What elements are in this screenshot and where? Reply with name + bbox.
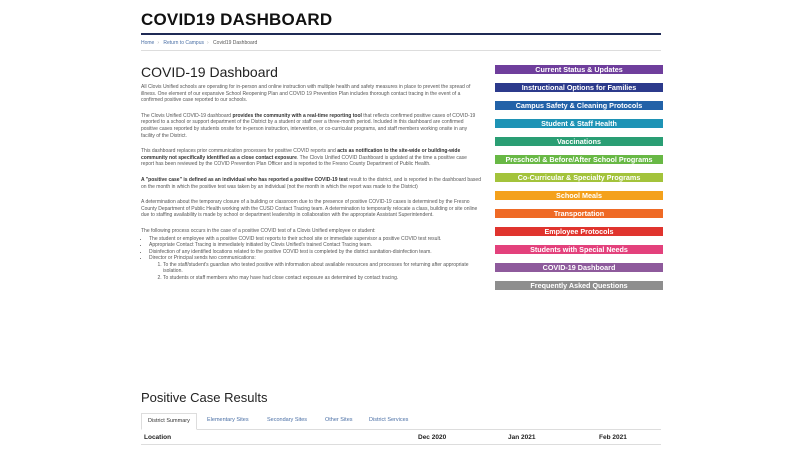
sidebar-nav [495,65,663,299]
main-content [141,84,481,282]
sidebar-item-preschool[interactable]: Preschool & Before/After School Programs [495,155,663,164]
column-header-location[interactable]: Location [144,434,172,441]
communication-item: 2. To students or staff members who may have had close contact exposure as determined by contact tracing. [163,275,481,282]
sidebar-item-vaccinations[interactable]: Vaccinations [495,137,663,146]
sidebar-item-covid-dashboard[interactable]: COVID-19 Dashboard [495,263,663,272]
column-header-jan-2021[interactable]: Jan 2021 [508,434,536,441]
column-header-dec-2020[interactable]: Dec 2020 [418,434,447,441]
sidebar-item-employee-protocols[interactable]: Employee Protocols [495,227,663,236]
process-intro: The following process occurs in the case of a positive COVID test of a Clovis Unified employee or student: [141,227,376,234]
title-divider [141,33,661,35]
tab-elementary-sites[interactable]: Elementary Sites [207,417,249,423]
tab-district-services[interactable]: District Services [369,417,409,423]
sidebar-item-campus-safety[interactable]: Campus Safety & Cleaning Protocols [495,101,663,110]
tab-other-sites[interactable]: Other Sites [325,417,353,423]
breadcrumb-current: Covid19 Dashboard [213,40,258,46]
tab-secondary-sites[interactable]: Secondary Sites [267,417,308,423]
process-step: • Appropriate Contact Tracing is immediately initiated by Clovis Unified's trained Contact Tracing team. [149,242,481,249]
sidebar-item-instructional-options[interactable]: Instructional Options for Families [495,83,663,92]
process-step: • The student or employee with a positive COVID test reports to their school site or immediate supervisor a positive COVID test result. [149,236,481,243]
dashboard-description: The Clovis Unified COVID-19 dashboard provides the community with a real-time reporting tool that reflects confirmed positive cases of COVID-19 reported to a school or support department of the District by a student or staff over a three-month period. Included in this dashboard are confirmed positive cases reported by students onsite for in-person instruction, intervention, or co-curricular programs, and staff members working onsite in any facility of the District. [141,112,476,139]
communication-item: 1. To the staff/student's guardian who tested positive with information about available resources and processes for returning after appropriate isolation. [163,262,481,275]
breadcrumb [141,40,260,46]
communications-list [149,262,481,282]
results-tabs [141,413,661,430]
breadcrumb-separator: › [157,40,160,46]
breadcrumb-return-to-campus[interactable]: Return to Campus [163,40,204,46]
sidebar-item-faq[interactable]: Frequently Asked Questions [495,281,663,290]
breadcrumb-home[interactable]: Home [141,40,155,46]
sidebar-item-special-needs[interactable]: Students with Special Needs [495,245,663,254]
notification-paragraph: This dashboard replaces prior communication processes for positive COVID reports and acts as notification to the site-wide or building-wide community not specifically identified as a close contact exposure. The Clovis Unified COVID Dashboard is updated at the time a positive case report has been reviewed by the COVID Prevention Plan Officer and is reported to the Fresno County Department of Public Health. [141,148,467,168]
sidebar-item-student-staff-health[interactable]: Student & Staff Health [495,119,663,128]
positive-case-definition: A "positive case" is defined as an individual who has reported a positive COVID-19 test result to the district, and is reported in the dashboard based on the month in which the positive test was taken by an individual (not the month in which the report was made to the District) [141,176,481,190]
process-list [141,236,481,282]
tab-district-summary[interactable]: District Summary [141,413,197,430]
results-table-header [141,430,661,445]
breadcrumb-separator: › [206,40,209,46]
sidebar-item-current-status[interactable]: Current Status & Updates [495,65,663,74]
breadcrumb-divider [141,50,661,51]
intro-paragraph: All Clovis Unified schools are operating for in-person and online instruction with multiple health and safety measures in place to prevent the spread of illness. One element of our expansive School Reopening Plan and COVID 19 Prevention Plan includes thorough contact tracing in the event of a confirmed positive case reported to our schools. [141,84,471,104]
sidebar-item-co-curricular[interactable]: Co-Curricular & Specialty Programs [495,173,663,182]
site-title: COVID19 DASHBOARD [141,10,333,29]
closure-paragraph: A determination about the temporary closure of a building or classroom due to the presence of positive COVID-19 cases is determined by the Fresno County Department of Public Health working with the CUSD Contact Tracing team. A determination to temporarily relocate a class, building or site online due to staffing availability is made by school or department leadership in collaboration with the appropriate Assistant Superintendent. [141,199,478,219]
sidebar-item-transportation[interactable]: Transportation [495,209,663,218]
sidebar-item-school-meals[interactable]: School Meals [495,191,663,200]
page-title: COVID-19 Dashboard [141,64,278,80]
process-step: • Director or Principal sends two communications: 1. To the staff/student's guardian who tested positive with information about available resources and processes for returning after appropriate isolation. 2. To students or staff members who may have had close contact exposure as determined by contact tracing. [149,255,481,281]
column-header-feb-2021[interactable]: Feb 2021 [599,434,627,441]
process-step: • Disinfection of any identified locations related to the positive COVID test is completed by the district sanitation-disinfection team. [149,249,481,256]
results-title: Positive Case Results [141,390,268,405]
